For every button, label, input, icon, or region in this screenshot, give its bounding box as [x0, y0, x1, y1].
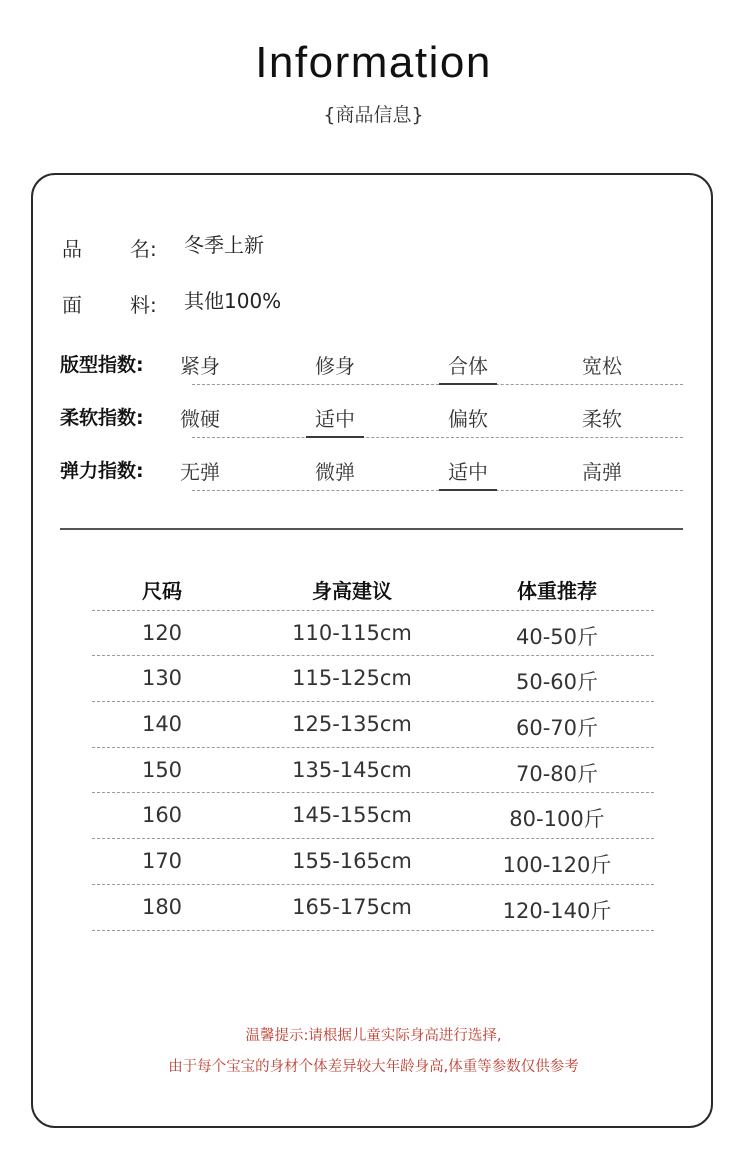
index-option-selected: 合体 [441, 350, 495, 379]
index-option-selected: 适中 [441, 456, 495, 485]
index-dashed-line [192, 437, 683, 438]
table-header-cell: 身高建议 [312, 579, 392, 603]
table-cell: 120-140斤 [502, 898, 612, 923]
index-label: 版型指数: [60, 354, 144, 376]
index-row [60, 456, 683, 496]
table-cell: 120 [141, 620, 183, 645]
table-header-cell: 体重推荐 [517, 579, 597, 603]
index-option: 柔软 [582, 407, 622, 431]
table-row [92, 793, 654, 839]
index-label: 柔软指数: [60, 407, 144, 429]
table-cell: 135-145cm [292, 757, 412, 782]
table-cell: 110-115cm [292, 620, 412, 645]
material-row [62, 285, 282, 317]
index-option: 紧身 [180, 354, 220, 378]
index-option: 高弹 [582, 460, 622, 484]
product-name-row [62, 229, 264, 261]
index-dashed-line [192, 384, 683, 385]
table-cell: 40-50斤 [515, 624, 599, 649]
table-cell: 115-125cm [292, 666, 412, 691]
table-cell: 140 [141, 712, 183, 737]
table-cell: 70-80斤 [515, 761, 599, 786]
table-row [92, 839, 654, 885]
table-cell: 180 [141, 894, 183, 919]
table-header-row [92, 565, 654, 611]
index-option: 微硬 [180, 407, 220, 431]
table-cell: 125-135cm [292, 712, 412, 737]
table-cell: 60-70斤 [515, 716, 599, 741]
index-dashed-line [192, 490, 683, 491]
table-row [92, 611, 654, 657]
table-cell: 160 [141, 803, 183, 828]
table-row [92, 885, 654, 931]
table-cell: 170 [141, 849, 183, 874]
page-title: Information [255, 38, 492, 87]
table-header-cell: 尺码 [142, 579, 182, 603]
table-row [92, 656, 654, 702]
index-option: 微弹 [315, 460, 355, 484]
table-cell: 80-100斤 [509, 807, 605, 832]
table-cell: 155-165cm [292, 849, 412, 874]
index-option-selected: 适中 [308, 403, 362, 432]
material-label: 面 料: [62, 293, 157, 317]
table-cell: 165-175cm [292, 894, 412, 919]
index-label: 弹力指数: [60, 460, 144, 482]
index-row [60, 403, 683, 443]
note-line-2: 由于每个宝宝的身材个体差异较大年龄身高,体重等参数仅供参考 [168, 1059, 579, 1075]
index-row [60, 350, 683, 390]
table-cell: 100-120斤 [502, 853, 612, 878]
product-name-label: 品 名: [62, 237, 157, 261]
table-cell: 130 [141, 666, 183, 691]
index-option: 无弹 [180, 460, 220, 484]
material-value: 其他100% [184, 289, 282, 313]
index-option: 修身 [315, 354, 355, 378]
table-cell: 150 [141, 757, 183, 782]
table-row [92, 748, 654, 794]
table-cell: 50-60斤 [515, 670, 599, 695]
note-line-1: 温馨提示:请根据儿童实际身高进行选择, [245, 1028, 502, 1044]
page-subtitle: {商品信息} [323, 104, 424, 126]
table-row [92, 702, 654, 748]
size-table [92, 565, 654, 931]
index-option: 偏软 [448, 407, 488, 431]
product-name-value: 冬季上新 [184, 233, 264, 257]
index-option: 宽松 [582, 354, 622, 378]
section-divider [60, 528, 683, 530]
table-cell: 145-155cm [292, 803, 412, 828]
